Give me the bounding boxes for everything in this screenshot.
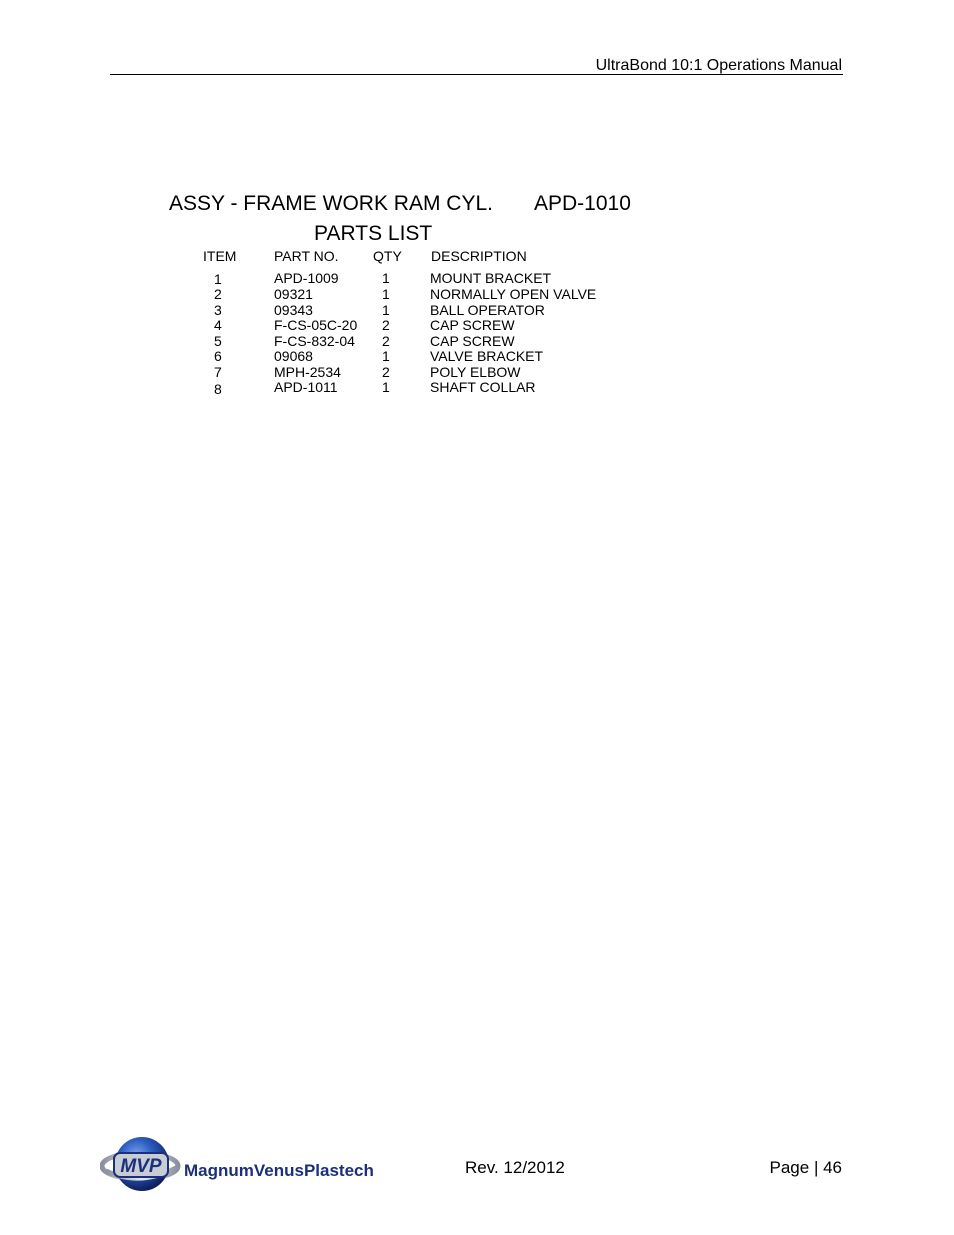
description: POLY ELBOW — [430, 364, 521, 380]
part-number: 09343 — [274, 302, 313, 318]
table-row — [0, 333, 954, 349]
table-row — [0, 317, 954, 333]
quantity: 1 — [382, 286, 390, 302]
description: SHAFT COLLAR — [430, 379, 536, 395]
description: CAP SCREW — [430, 333, 515, 349]
quantity: 2 — [382, 333, 390, 349]
description: MOUNT BRACKET — [430, 270, 552, 286]
item-number: 5 — [214, 333, 222, 349]
part-number: 09321 — [274, 286, 313, 302]
column-header-description: DESCRIPTION — [431, 248, 527, 264]
item-number: 3 — [214, 302, 222, 318]
part-number: APD-1009 — [274, 270, 339, 286]
logo-wordmark: MagnumVenusPlastech — [184, 1161, 374, 1180]
column-header-item: ITEM — [203, 248, 237, 264]
description: CAP SCREW — [430, 317, 515, 333]
part-number: MPH-2534 — [274, 364, 341, 380]
column-header-part-no: PART NO. — [274, 248, 339, 264]
quantity: 2 — [382, 317, 390, 333]
description: BALL OPERATOR — [430, 302, 545, 318]
table-row — [0, 379, 954, 395]
table-row — [0, 348, 954, 364]
part-number: APD-1011 — [274, 379, 338, 395]
header-divider — [110, 74, 843, 75]
company-logo — [100, 1133, 390, 1197]
table-row — [0, 302, 954, 318]
part-number: F-CS-832-04 — [274, 333, 355, 349]
assembly-title: ASSY - FRAME WORK RAM CYL. — [169, 192, 493, 215]
table-row — [0, 286, 954, 302]
quantity: 2 — [382, 364, 390, 380]
description: NORMALLY OPEN VALVE — [430, 286, 597, 302]
quantity: 1 — [382, 348, 390, 364]
item-number: 4 — [214, 317, 222, 333]
revision-date: Rev. 12/2012 — [465, 1158, 565, 1177]
column-header-qty: QTY — [373, 248, 402, 264]
description: VALVE BRACKET — [430, 348, 544, 364]
mvp-globe-icon — [100, 1133, 390, 1197]
manual-title: UltraBond 10:1 Operations Manual — [595, 57, 842, 74]
assembly-part-number: APD-1010 — [534, 192, 631, 215]
table-row — [0, 270, 954, 286]
item-number: 1 — [214, 271, 222, 287]
quantity: 1 — [382, 270, 390, 286]
part-number: 09068 — [274, 348, 313, 364]
quantity: 1 — [382, 302, 390, 318]
logo-badge-text: MVP — [120, 1156, 162, 1177]
item-number: 7 — [214, 364, 222, 380]
item-number: 2 — [214, 286, 222, 302]
table-row — [0, 364, 954, 380]
quantity: 1 — [382, 379, 390, 395]
item-number: 8 — [214, 381, 222, 397]
parts-list-title: PARTS LIST — [314, 222, 433, 245]
page-number: Page | 46 — [769, 1158, 842, 1177]
part-number: F-CS-05C-20 — [274, 317, 358, 333]
item-number: 6 — [214, 348, 222, 364]
